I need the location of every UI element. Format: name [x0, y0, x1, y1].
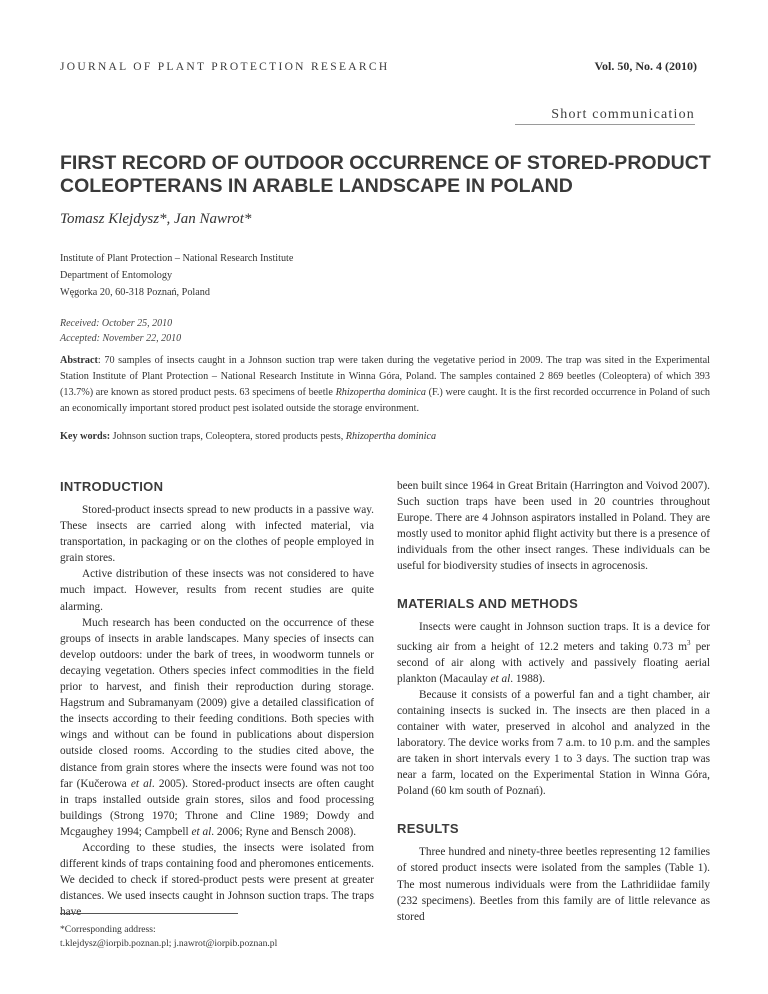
abstract — [60, 353, 710, 417]
volume-info: Vol. 50, No. 4 (2010) — [594, 59, 697, 73]
article-type-rule — [515, 124, 695, 125]
results-heading: RESULTS — [397, 821, 459, 837]
intro-citation: Kučerowa — [80, 777, 127, 790]
intro-paragraph-4-continued: been built since 1964 in Great Britain (Harrington and Voivod 2007). Such suction traps have been used in 20 countries throughout Europe. There are 4 Johnson aspirators installed in Poland. They are mostly used to monitor aphid flight activity but there is a presence of individuals from the other insect ranges. These individuals can be useful for biodiversity studies of insects in agrocenosis. — [397, 480, 710, 573]
authors: Tomasz Klejdysz*, Jan Nawrot* — [60, 211, 252, 227]
right-column — [397, 478, 710, 925]
methods-text-cont: per second of air along with actively and passively floating aerial plankton (Macaulay — [397, 640, 711, 685]
footnote-rule — [60, 913, 238, 914]
footnote — [60, 923, 277, 951]
affiliation-line: Institute of Plant Protection – National Research Institute — [60, 253, 294, 264]
article-dates — [60, 316, 181, 346]
intro-paragraph-3 — [60, 615, 374, 840]
corresponding-emails: t.klejdysz@iorpib.poznan.pl; j.nawrot@iorpib.poznan.pl — [60, 938, 278, 949]
abstract-text: : 70 samples of insects caught in a Johnson suction trap were taken during the vegetative period in 2009. The trap was sited in the Experimental Station Institute of Plant Protection – National Research Institute in Winna Góra, Poland. The samples contained 2 869 beetles (Coleoptera) of which 393 (13.7%) are known as stored product pests. 63 specimens of beetle — [60, 355, 710, 398]
intro-et-al-2: et al — [191, 825, 212, 838]
keywords-species: Rhizopertha dominica — [345, 431, 437, 442]
abstract-species: Rhizopertha dominica — [335, 387, 426, 398]
methods-heading: MATERIALS AND METHODS — [397, 595, 579, 611]
cubic-superscript: 3 — [687, 638, 691, 647]
left-column — [60, 478, 374, 920]
article-type: Short communication — [551, 107, 695, 122]
corresponding-label: *Corresponding address: — [60, 924, 156, 935]
affiliation-line: Węgorka 20, 60-318 Poznań, Poland — [60, 287, 210, 298]
intro-paragraph-1: Stored-product insects spread to new products in a passive way. These insects are carried along with infected material, via transportation, in packaging or on the clothes of people employed in grain stores. — [60, 504, 374, 565]
affiliation-line: Department of Entomology — [60, 270, 173, 281]
intro-et-al: et al — [130, 777, 152, 790]
results-paragraph-1: Three hundred and ninety-three beetles representing 12 families of stored product insects were isolated from the samples (Table 1). The most numerous individuals were from the Lathridiidae family (232 specimens). Beetles from this family are of little relevance as stored — [397, 846, 710, 923]
abstract-label: Abstract — [60, 355, 98, 366]
received-date: Received: October 25, 2010 — [60, 318, 173, 329]
intro-paragraph-3-text: Much research has been conducted on the occurrence of these groups of insects in arable landscapes. Many species of insects can develop outdoors: under the bark of trees, in woodworm tunnels or decaying vegetation. Others species infect commodities in the field prior to harvest, and finish their reproduction during storage. Hagstrum and Subramanyam (2009) give a detailed classification of the insects according to their feeding conditions. Both species with wings and without can be found in publications about dispersion outside closed rooms. According to the studies cited above, the distance from grain stores where the insects were found was not too far ( — [60, 616, 374, 790]
intro-paragraph-4: According to these studies, the insects were isolated from different kinds of traps containing food and pheromones enticements. We decided to check if stored-product pests were present at greater distances. We used insects caught in Johnson suction traps. The traps have — [60, 841, 374, 919]
journal-name: JOURNAL OF PLANT PROTECTION RESEARCH — [60, 61, 390, 73]
intro-paragraph-3-end: . 2006; Ryne and Bensch 2008). — [211, 825, 357, 838]
keywords-text: Johnson suction traps, Coleoptera, stored products pests, — [110, 431, 346, 442]
intro-paragraph-2: Active distribution of these insects was not considered to have much impact. However, results from recent studies are quite alarming. — [60, 568, 374, 613]
methods-text-end: . 1988). — [510, 672, 546, 685]
affiliation — [60, 250, 293, 301]
introduction-heading: INTRODUCTION — [60, 479, 164, 494]
methods-et-al: et al — [490, 672, 511, 685]
keywords-label: Key words: — [60, 431, 111, 442]
accepted-date: Accepted: November 22, 2010 — [60, 333, 182, 344]
methods-paragraph-1 — [397, 619, 710, 687]
methods-paragraph-2: Because it consists of a powerful fan and a tight chamber, air containing insects is sucked in. The insects are then placed in a container with water, preserved in alcohol and analyzed in the laboratory. The device works from 7 a.m. to 10 p.m. and the samples are taken in short intervals every 1 to 3 days. The suction trap was near a farm, located on the Experimental Station in Winna Góra, Poland (60 km south of Poznań). — [397, 688, 710, 798]
intro-paragraph-3-cont: . 2005). Stored-product insects are often caught in traps installed outside grain stores, silos and food processing buildings (Strong 1970; Throne and Cline 1989; Dowdy and Mcgaughey 1994; Campbell — [60, 777, 375, 838]
keywords — [60, 431, 710, 442]
methods-text: Insects were caught in Johnson suction traps. It is a device for sucking air from a height of 12.2 meters and taking 0.73 m — [397, 620, 710, 653]
abstract-text-end: (F.) were caught. It is the first recorded occurrence in Poland of such an economically important stored product pest isolated outside the storage environment. — [60, 387, 710, 414]
article-title: FIRST RECORD OF OUTDOOR OCCURRENCE OF STORED-PRODUCT COLEOPTERANS IN ARABLE LANDSCAPE IN POLAND — [60, 152, 711, 197]
